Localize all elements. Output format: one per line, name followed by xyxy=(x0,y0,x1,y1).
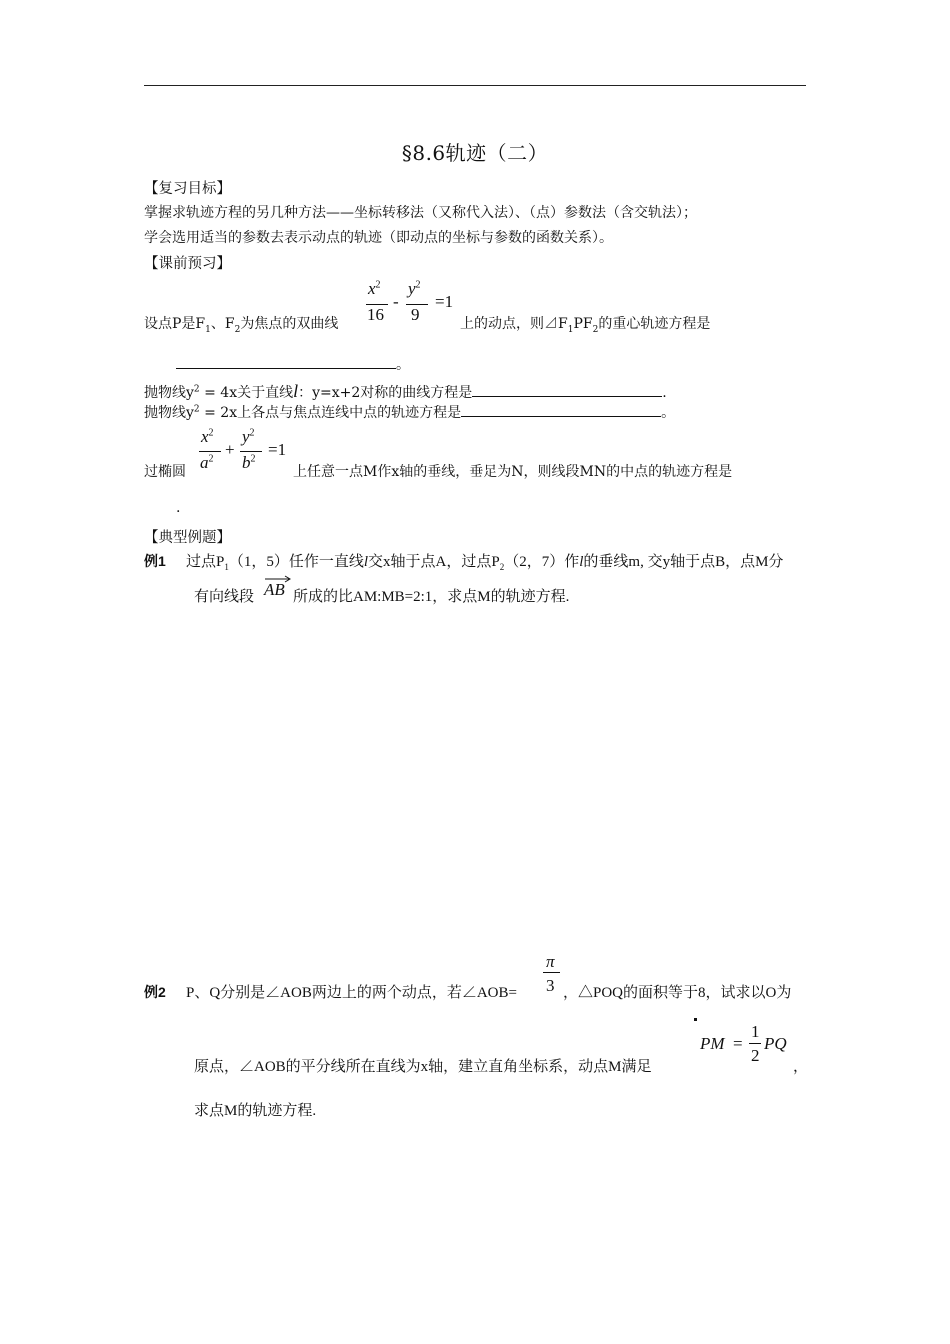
example2-frac-line xyxy=(543,972,560,973)
example2-one: 1 xyxy=(751,1022,760,1041)
example1-line2-b: 所成的比AM:MB=2:1，求点M的轨迹方程. xyxy=(293,589,570,605)
ellipse-plus: + xyxy=(225,440,235,459)
answer-blank-2[interactable] xyxy=(472,382,662,397)
preview-q4-right: 上任意一点M作x轴的垂线，垂足为N，则线段MN的中点的轨迹方程是 xyxy=(293,464,733,480)
hyperbola-9: 9 xyxy=(411,305,420,324)
preview-q1-answer: 。 xyxy=(176,354,410,374)
example2-comma: ， xyxy=(793,1059,809,1075)
example2-line3: 求点M的轨迹方程. xyxy=(194,1103,317,1119)
ellipse-y: $y^2$ xyxy=(242,427,255,446)
header-rule xyxy=(144,85,806,86)
example2-pq: PQ xyxy=(764,1034,787,1053)
section-review-goals: 【复习目标】 xyxy=(144,181,231,197)
hyperbola-y: $y^2$ xyxy=(408,279,421,298)
example2-two: 2 xyxy=(751,1046,760,1065)
example2-eq: = xyxy=(733,1034,743,1053)
preview-q1-right: 上的动点，则$⊿F_1PF_2$的重心轨迹方程是 xyxy=(460,316,711,335)
preview-q4-end: . xyxy=(176,500,181,516)
page-title: §8.6轨迹（二） xyxy=(401,141,549,165)
preview-q3: 抛物线$y^2 = 2x$上各点与焦点连线中点的轨迹方程是 。 xyxy=(144,402,675,422)
example2-line1-b: ，△POQ的面积等于8，试求以O为 xyxy=(563,985,792,1001)
example2-line1-a: P、Q分别是∠AOB两边上的两个动点，若∠AOB= xyxy=(186,985,517,1001)
section-examples: 【典型例题】 xyxy=(144,530,231,546)
example2-pi: π xyxy=(546,952,555,971)
example2-line2: 原点，∠AOB的平分线所在直线为x轴，建立直角坐标系，动点M满足 xyxy=(194,1059,652,1075)
example1-line2-a: 有向线段 xyxy=(194,589,255,605)
dot-mark xyxy=(694,1018,697,1021)
ellipse-frac1-line xyxy=(199,451,221,452)
example1-line1: 过点$P_1(1$，5）任作一直线l交x轴于点A，过点$P_2(2$，7）作l的垂线m, 交y轴于点B，点M分 xyxy=(186,554,784,572)
ellipse-frac2-line xyxy=(240,451,262,452)
example1-vector: AB xyxy=(264,580,285,600)
example2-three: 3 xyxy=(546,976,555,995)
hyperbola-x: $x^2$ xyxy=(368,279,381,298)
preview-q1-left: 设点P是$F_1$、$F_2$为焦点的双曲线 xyxy=(144,316,339,335)
preview-q2: 抛物线$y^2 = 4x$关于直线l：y=x+2对称的曲线方程是 . xyxy=(144,381,667,401)
vector-arrow-icon xyxy=(264,575,292,583)
example1-label: 例1 xyxy=(144,553,166,569)
ellipse-b: $b^2$ xyxy=(242,453,256,472)
goals-line-2: 学会选用适当的参数去表示动点的轨迹（即动点的坐标与参数的函数关系）。 xyxy=(144,230,613,246)
preview-q4-left: 过椭圆 xyxy=(144,464,186,480)
ellipse-x: $x^2$ xyxy=(201,427,214,446)
ellipse-eq1: =1 xyxy=(268,440,287,459)
section-preview: 【课前预习】 xyxy=(144,256,231,272)
ellipse-a: $a^2$ xyxy=(200,453,214,472)
goals-line-1: 掌握求轨迹方程的另几种方法——坐标转移法（又称代入法）、（点）参数法（含交轨法）； xyxy=(144,205,697,221)
example2-half-line xyxy=(749,1043,761,1044)
hyperbola-minus: - xyxy=(393,292,399,311)
answer-blank-1[interactable] xyxy=(176,354,396,369)
hyperbola-16: 16 xyxy=(367,305,384,324)
example2-label: 例2 xyxy=(144,984,166,1000)
answer-blank-3[interactable] xyxy=(461,402,661,417)
hyperbola-eq1: =1 xyxy=(435,292,454,311)
example2-pm: PM xyxy=(700,1034,725,1053)
